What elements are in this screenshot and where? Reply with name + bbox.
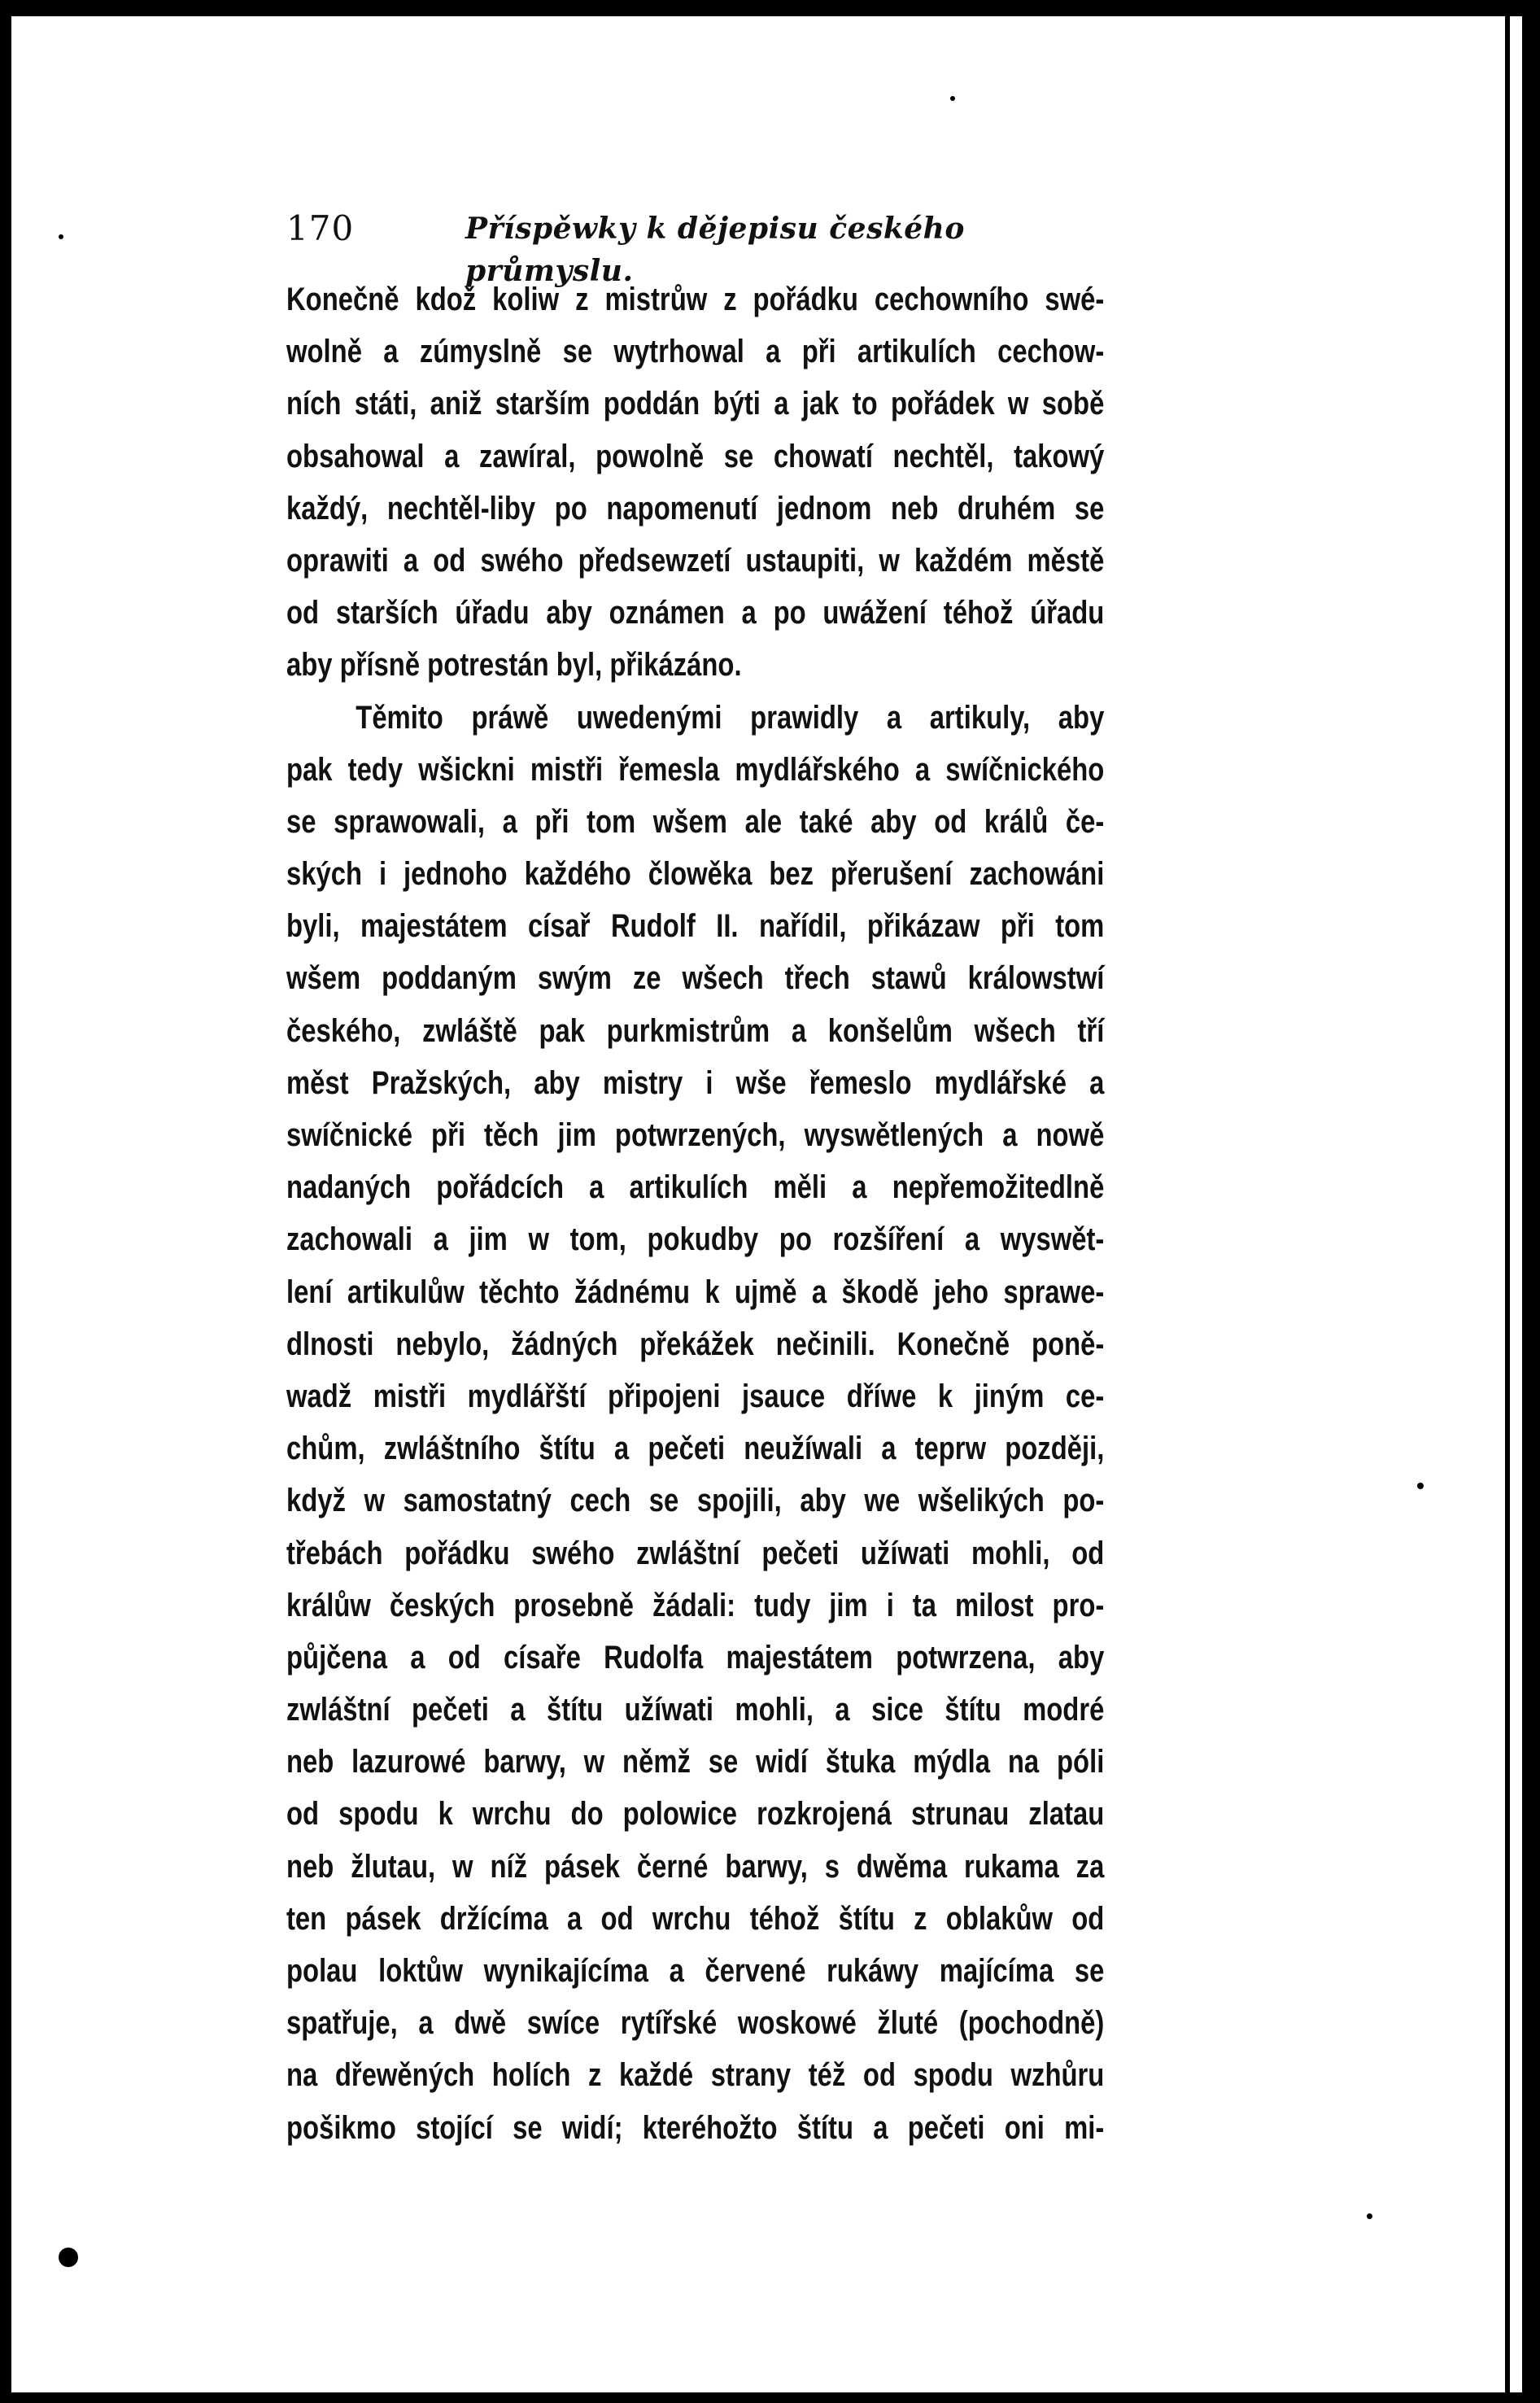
scan-border-bottom [0,2392,1540,2403]
running-title: Příspěwky k dějepisu českého průmyslu. [465,212,965,288]
text-line: půjčena a od císaře Rudolfa majestátem potwrzena, aby [286,1639,1105,1676]
text-line: swíčnické při těch jim potwrzených, wyswětlených a nowě [286,1117,1105,1153]
text-line: lení artikulůw těchto žádnému k ujmě a škodě jeho sprawe- [286,1274,1105,1310]
text-line: nadaných pořádcích a artikulích měli a nepřemožitedlně [286,1169,1105,1206]
text-line: spatřuje, a dwě swíce rytířské woskowé žluté (pochodně) [286,2005,1105,2042]
text-line: každý, nechtěl-liby po napomenutí jednom neb druhém se [286,490,1105,526]
text-line: od starších úřadu aby oznámen a po uwážení téhož úřadu [286,595,1105,631]
text-line: pošikmo stojící se widí; kteréhožto štítu a pečeti oni mi- [286,2109,1105,2146]
text-line: zachowali a jim w tom, pokudby po rozšíření a wyswět- [286,1221,1105,1258]
text-line: ten pásek držícíma a od wrchu téhož štítu z oblakůw od [286,1900,1105,1937]
scan-border-left [0,0,11,2403]
text-line: polau loktůw wynikajícíma a červené rukáwy majícíma se [286,1953,1105,1989]
ink-spot [1417,1483,1424,1489]
text-line: wadž mistři mydlářští připojeni jsauce dříwe k jiným ce- [286,1378,1105,1414]
scan-border-right [1522,0,1540,2403]
text-line: Těmito práwě uwedenými prawidly a artikuly, aby [356,699,1105,736]
text-line: byli, majestátem císař Rudolf II. nařídil, přikázaw při tom [286,908,1105,945]
ink-spot [59,234,63,239]
text-line: oprawiti a od swého předsewzetí ustaupiti, w každém městě [286,542,1105,579]
body-text-inner [286,273,1104,2154]
text-line: na dřewěných holích z každé strany též od spodu wzhůru [286,2057,1105,2094]
ink-spot [1367,2213,1372,2219]
text-line: českého, zwláště pak purkmistrům a konšelům wšech tří [286,1012,1105,1049]
text-line: obsahowal a zawíral, powolně se chowatí nechtěl, takowý [286,438,1105,474]
text-line: neb žlutau, w níž pásek černé barwy, s dwěma rukama za [286,1848,1105,1885]
scan-border-right-inner [1505,16,1510,2392]
text-line: od spodu k wrchu do polowice rozkrojená strunau zlatau [286,1796,1105,1833]
text-line: wolně a zúmyslně se wytrhowal a při artikulích cechow- [286,334,1105,370]
body-text [286,273,1105,2154]
text-line: měst Pražských, aby mistry i wše řemeslo mydlářské a [286,1064,1105,1101]
text-line: aby přísně potrestán byl, přikázáno. [286,647,742,684]
text-line: ních státi, aniž starším poddán býti a jak to pořádek w sobě [286,386,1105,422]
text-line: pak tedy wšickni mistři řemesla mydlářského a swíčnického [286,751,1105,788]
ink-spot [950,96,955,101]
text-line: chům, zwláštního štítu a pečeti neužíwali a teprw později, [286,1431,1105,1467]
text-line: neb lazurowé barwy, w němž se widí štuka mýdla na póli [286,1744,1105,1780]
text-line: králůw českých prosebně žádali: tudy jim i ta milost pro- [286,1587,1105,1623]
text-line: zwláštní pečeti a štítu užíwati mohli, a sice štítu modré [286,1692,1105,1728]
text-line: Konečně kdož koliw z mistrůw z pořádku cechowního swé- [286,282,1105,317]
text-line: třebách pořádku swého zwláštní pečeti užíwati mohli, od [286,1535,1105,1571]
text-line: dlnosti nebylo, žádných překážek nečinili. Konečně poně- [286,1326,1105,1362]
text-line: když w samostatný cech se spojili, aby we wšelikých po- [286,1483,1105,1519]
page-header [286,208,1104,288]
text-line: ských i jednoho každého člowěka bez přerušení zachowáni [286,856,1105,893]
text-line: wšem poddaným swým ze wšech třech stawů králowstwí [286,960,1105,997]
scan-border-top [0,0,1540,16]
ink-spot [59,2248,78,2267]
text-line: se sprawowali, a při tom wšem ale také aby od králů če- [286,803,1105,840]
page-number: 170 [286,208,355,248]
